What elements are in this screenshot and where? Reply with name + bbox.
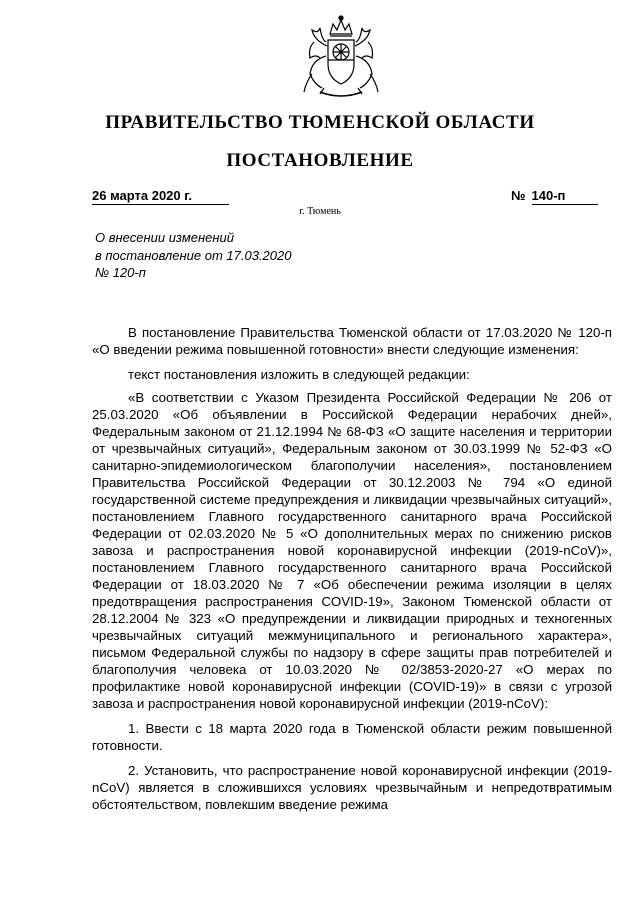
city-name: г. Тюмень — [299, 206, 341, 217]
document-body — [92, 324, 612, 821]
subject-line: № 120-п — [95, 265, 146, 280]
body-paragraph: В постановление Правительства Тюменской области от 17.03.2020 № 120-п «О введении режима повышенной готовности» внести следующие изменения: — [92, 325, 612, 357]
body-paragraph: «В соответствии с Указом Президента Российской Федерации № 206 от 25.03.2020 «Об объявлении в Российской Федерации нерабочих дней», Федеральным законом от 21.12.1994 № 68-ФЗ «О защите населения и территории от чрезвычайных ситуаций», Федеральным законом от 30.03.1999 № 52-ФЗ «О санитарно-эпидемиологическом благополучии населения», постановлением Правительства Российской Федерации от 30.12.2003 № 794 «О единой государственной системе предупреждения и ликвидации чрезвычайных ситуаций», постановлением Главного государственного санитарного врача Российской Федерации от 02.03.2020 № 5 «О дополнительных мерах по снижению рисков завоза и распространения новой коронавирусной инфекции (2019-nCoV)», постановлением Главного государственного санитарного врача Российской Федерации от 18.03.2020 № 7 «Об обеспечении режима изоляции в целях предотвращения распространения COVID-19», Законом Тюменской области от 28.12.2004 № 323 «О предупреждении и ликвидации природных и техногенных чрезвычайных ситуаций межмуниципального и регионального характера», письмом Федеральной службы по надзору в сфере защиты прав потребителей и благополучия человека от 10.03.2020 № 02/3853-2020-27 «О мерах по профилактике новой коронавирусной инфекции (COVID-19)» в связи с угрозой завоза и распространения новой коронавирусной инфекции (2019-nCoV): — [92, 390, 612, 711]
body-paragraph: текст постановления изложить в следующей редакции: — [128, 367, 470, 382]
subject-line: в постановление от 17.03.2020 — [95, 247, 292, 263]
coat-of-arms-icon — [300, 12, 382, 100]
document-type-title: ПОСТАНОВЛЕНИЕ — [226, 150, 414, 171]
government-title: ПРАВИТЕЛЬСТВО ТЮМЕНСКОЙ ОБЛАСТИ — [105, 112, 535, 133]
body-paragraph: 1. Ввести с 18 марта 2020 года в Тюменской области режим повышенной готовности. — [92, 721, 612, 753]
subject-line: О внесении изменений — [95, 230, 234, 245]
body-paragraph: 2. Установить, что распространение новой коронавирусной инфекции (2019-nCoV) является в сложившихся условиях чрезвычайным и непредотвратимым обстоятельством, повлекшим введение режима — [92, 763, 612, 812]
document-number-block — [511, 188, 604, 205]
number-sign: № — [511, 188, 526, 203]
document-number: 140-п — [532, 188, 598, 205]
document-date: 26 марта 2020 г. — [92, 188, 229, 205]
document-subject — [95, 229, 355, 282]
